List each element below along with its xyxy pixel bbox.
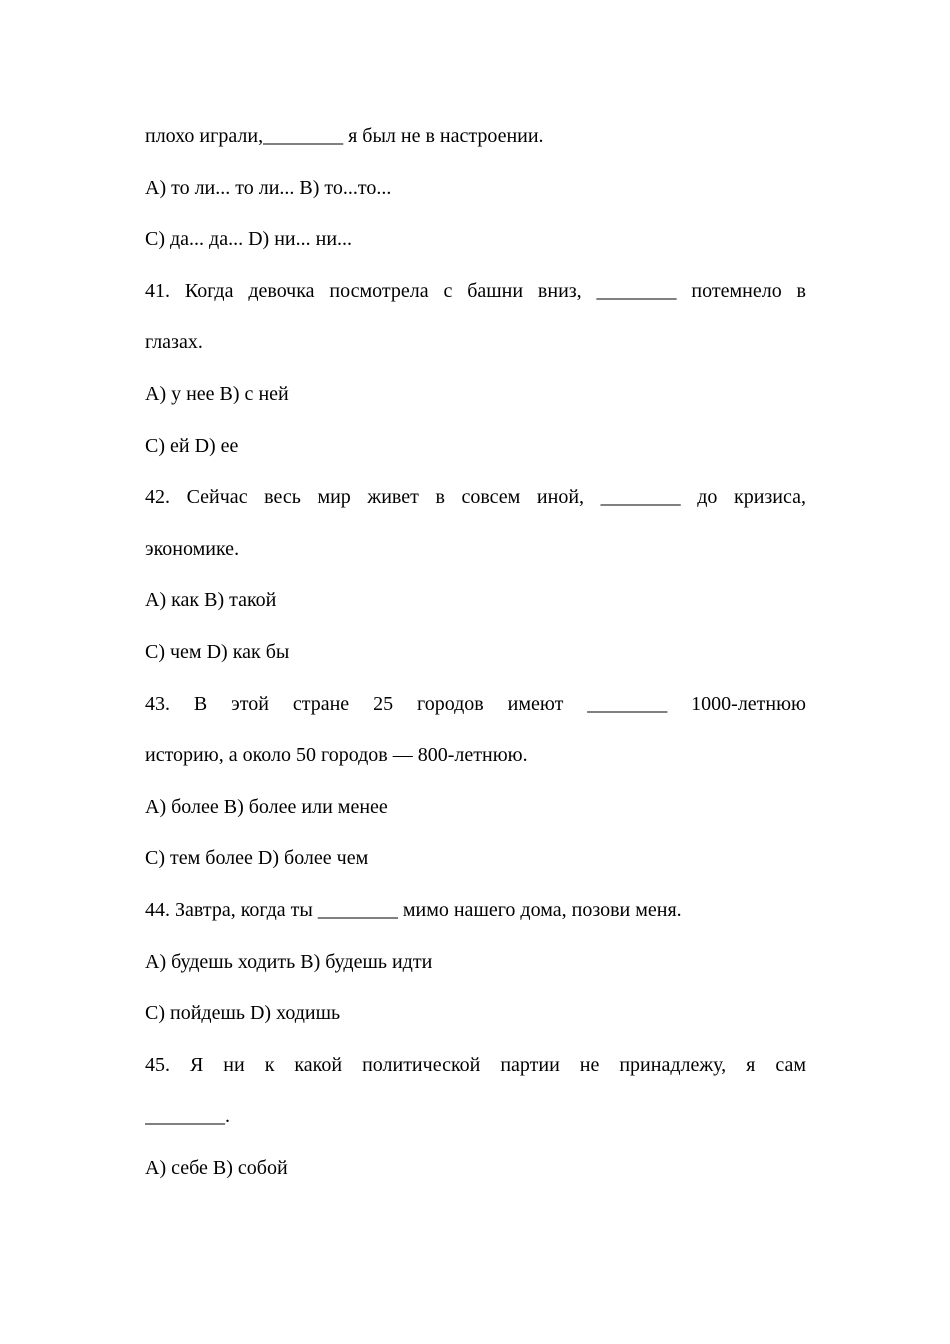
answer-options-line: C) пойдешь D) ходишь bbox=[145, 1002, 341, 1025]
answer-options-line: A) себе B) собой bbox=[145, 1156, 288, 1179]
question-43: 43. В этой стране 25 городов имеют ________ 1000-летнюю bbox=[145, 692, 806, 715]
answer-options-line: A) у нее B) с ней bbox=[145, 382, 289, 405]
answer-options-line: A) будешь ходить B) будешь идти bbox=[145, 950, 433, 973]
text-line: экономике. bbox=[145, 537, 240, 560]
question-42: 42. Сейчас весь мир живет в совсем иной, ________ до кризиса, bbox=[145, 486, 806, 509]
answer-options-line: C) ей D) ее bbox=[145, 434, 239, 457]
answer-options-line: C) тем более D) более чем bbox=[145, 847, 369, 870]
answer-options-line: C) чем D) как бы bbox=[145, 640, 290, 663]
text-line: плохо играли,________ я был не в настроении. bbox=[145, 125, 544, 147]
answer-options-line: C) да... да... D) ни... ни... bbox=[145, 228, 353, 251]
document-page bbox=[145, 111, 806, 1194]
question-45: 45. Я ни к какой политической партии не принадлежу, я сам bbox=[145, 1053, 806, 1076]
answer-options-line: A) то ли... то ли... B) то...то... bbox=[145, 176, 392, 199]
text-line: глазах. bbox=[145, 331, 203, 354]
question-44: 44. Завтра, когда ты ________ мимо нашего дома, позови меня. bbox=[145, 898, 682, 921]
answer-options-line: A) более B) более или менее bbox=[145, 795, 388, 818]
text-line: ________. bbox=[145, 1105, 230, 1128]
answer-options-line: A) как B) такой bbox=[145, 589, 277, 612]
text-line: историю, а около 50 городов — 800-летнюю. bbox=[145, 744, 528, 767]
question-41: 41. Когда девочка посмотрела с башни вниз, ________ потемнело в bbox=[145, 279, 806, 302]
